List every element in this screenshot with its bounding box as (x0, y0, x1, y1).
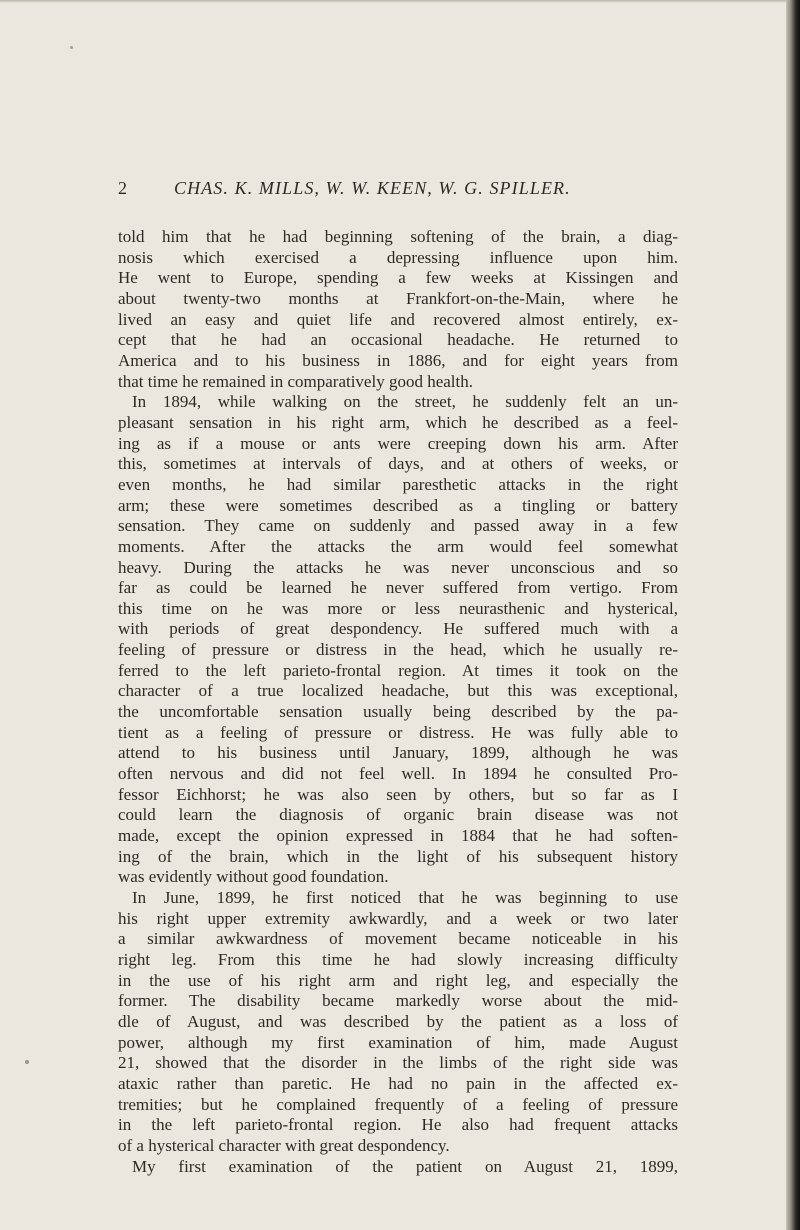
text-line: ferred to the left parieto-frontal region. At times it took on the (118, 660, 678, 680)
text-line: ing as if a mouse or ants were creeping down his arm. After (118, 433, 678, 453)
text-line: nosis which exercised a depressing influence upon him. (118, 247, 678, 267)
text-line: character of a true localized headache, but this was exceptional, (118, 681, 678, 701)
text-line: ataxic rather than paretic. He had no pain in the affected ex- (118, 1073, 678, 1093)
page-binding-edge (786, 0, 800, 1230)
text-line: far as could be learned he never suffered from vertigo. From (118, 578, 678, 598)
running-head: CHAS. K. MILLS, W. W. KEEN, W. G. SPILLER. (174, 178, 571, 198)
text-line: tremities; but he complained frequently of a feeling of pressure (118, 1094, 678, 1114)
body-text (118, 227, 678, 1177)
page-header (118, 178, 678, 208)
paper-speck (70, 46, 73, 49)
text-line: this, sometimes at intervals of days, and at others of weeks, or (118, 454, 678, 474)
text-line: this time on he was more or less neurasthenic and hysterical, (118, 598, 678, 618)
text-line: his right upper extremity awkwardly, and a week or two later (118, 908, 678, 928)
text-line: even months, he had similar paresthetic attacks in the right (118, 474, 678, 494)
text-line: was evidently without good foundation. (118, 867, 389, 887)
text-line: that time he remained in comparatively good health. (118, 371, 473, 391)
text-line: moments. After the attacks the arm would feel somewhat (118, 536, 678, 556)
text-line: America and to his business in 1886, and for eight years from (118, 350, 678, 370)
text-line: could learn the diagnosis of organic brain disease was not (118, 805, 678, 825)
text-line: sensation. They came on suddenly and passed away in a few (118, 516, 678, 536)
text-line: power, although my first examination of him, made August (118, 1032, 678, 1052)
paper-speck (25, 1060, 29, 1064)
text-line: He went to Europe, spending a few weeks at Kissingen and (118, 268, 678, 288)
text-line: pleasant sensation in his right arm, which he described as a feel- (118, 412, 678, 432)
text-line: made, except the opinion expressed in 1884 that he had soften- (118, 826, 678, 846)
text-line: feeling of pressure or distress in the head, which he usually re- (118, 640, 678, 660)
text-line: in the left parieto-frontal region. He also had frequent attacks (118, 1115, 678, 1135)
text-line: arm; these were sometimes described as a tingling or battery (118, 495, 678, 515)
text-line: heavy. During the attacks he was never unconscious and so (118, 557, 678, 577)
text-line: former. The disability became markedly worse about the mid- (118, 991, 678, 1011)
text-line: in the use of his right arm and right leg, and especially the (118, 970, 678, 990)
text-line: My first examination of the patient on August 21, 1899, (132, 1156, 678, 1176)
text-line: cept that he had an occasional headache. He returned to (118, 330, 678, 350)
page-top-edge (0, 0, 800, 3)
text-line: attend to his business until January, 1899, although he was (118, 743, 678, 763)
text-line: often nervous and did not feel well. In 1894 he consulted Pro- (118, 764, 678, 784)
text-line: of a hysterical character with great despondency. (118, 1135, 450, 1155)
text-line: told him that he had beginning softening of the brain, a diag- (118, 227, 678, 246)
text-line: about twenty-two months at Frankfort-on-the-Main, where he (118, 288, 678, 308)
text-line: In 1894, while walking on the street, he suddenly felt an un- (132, 392, 678, 412)
text-line: the uncomfortable sensation usually being described by the pa- (118, 702, 678, 722)
text-line: ing of the brain, which in the light of his subsequent history (118, 846, 678, 866)
page-number: 2 (118, 178, 127, 198)
text-line: dle of August, and was described by the patient as a loss of (118, 1011, 678, 1031)
text-line: fessor Eichhorst; he was also seen by others, but so far as I (118, 784, 678, 804)
text-line: 21, showed that the disorder in the limbs of the right side was (118, 1053, 678, 1073)
text-line: with periods of great despondency. He suffered much with a (118, 619, 678, 639)
text-line: tient as a feeling of pressure or distress. He was fully able to (118, 722, 678, 742)
text-line: right leg. From this time he had slowly increasing difficulty (118, 949, 678, 969)
text-line: lived an easy and quiet life and recovered almost entirely, ex- (118, 309, 678, 329)
text-line: a similar awkwardness of movement became noticeable in his (118, 929, 678, 949)
text-line: In June, 1899, he first noticed that he was beginning to use (132, 888, 678, 907)
